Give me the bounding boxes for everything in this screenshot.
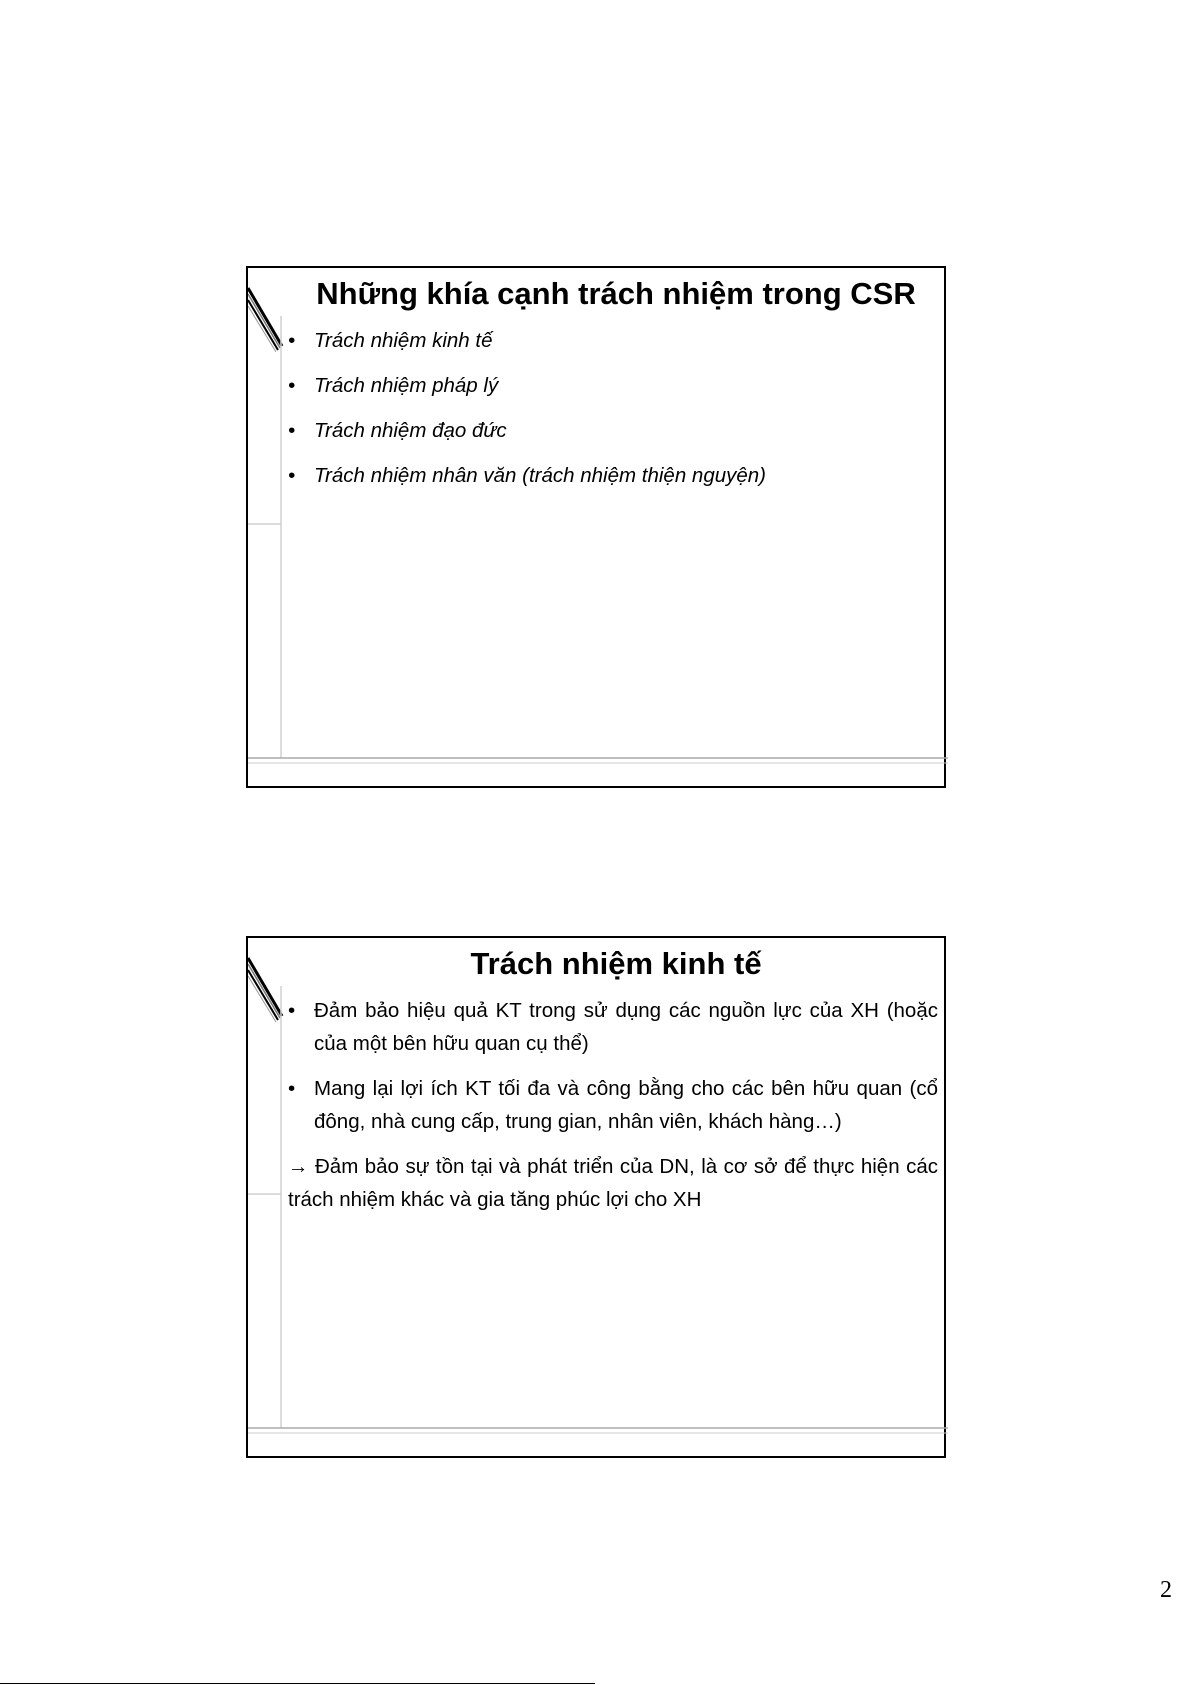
conclusion-text: → Đảm bảo sự tồn tại và phát triển của DN, là cơ sở để thực hiện các trách nhiệm khác và gia tăng phúc lợi cho XH — [288, 1155, 938, 1211]
bullet-list — [288, 994, 938, 1138]
bullet-item: • Trách nhiệm kinh tế — [288, 328, 938, 354]
footnote-rule — [0, 1683, 595, 1684]
bullet-item: • Mang lại lợi ích KT tối đa và công bằng cho các bên hữu quan (cổ đông, nhà cung cấp, trung gian, nhân viên, khách hàng…) — [288, 1072, 938, 1138]
bullet-item: • Trách nhiệm nhân văn (trách nhiệm thiện nguyện) — [288, 463, 938, 489]
page-number: 2 — [1160, 1577, 1172, 1603]
slide-2 — [246, 936, 946, 1458]
slide-content — [288, 994, 938, 1216]
bullet-list — [288, 328, 938, 489]
bullet-item: • Trách nhiệm pháp lý — [288, 373, 938, 399]
bullet-item: • Đảm bảo hiệu quả KT trong sử dụng các nguồn lực của XH (hoặc của một bên hữu quan cụ thể) — [288, 994, 938, 1060]
slide-1 — [246, 266, 946, 788]
slide-content — [288, 328, 938, 508]
slide-title: Trách nhiệm kinh tế — [470, 946, 762, 981]
bullet-item: • Trách nhiệm đạo đức — [288, 418, 938, 444]
slide-title: Những khía cạnh trách nhiệm trong CSR — [316, 276, 916, 311]
